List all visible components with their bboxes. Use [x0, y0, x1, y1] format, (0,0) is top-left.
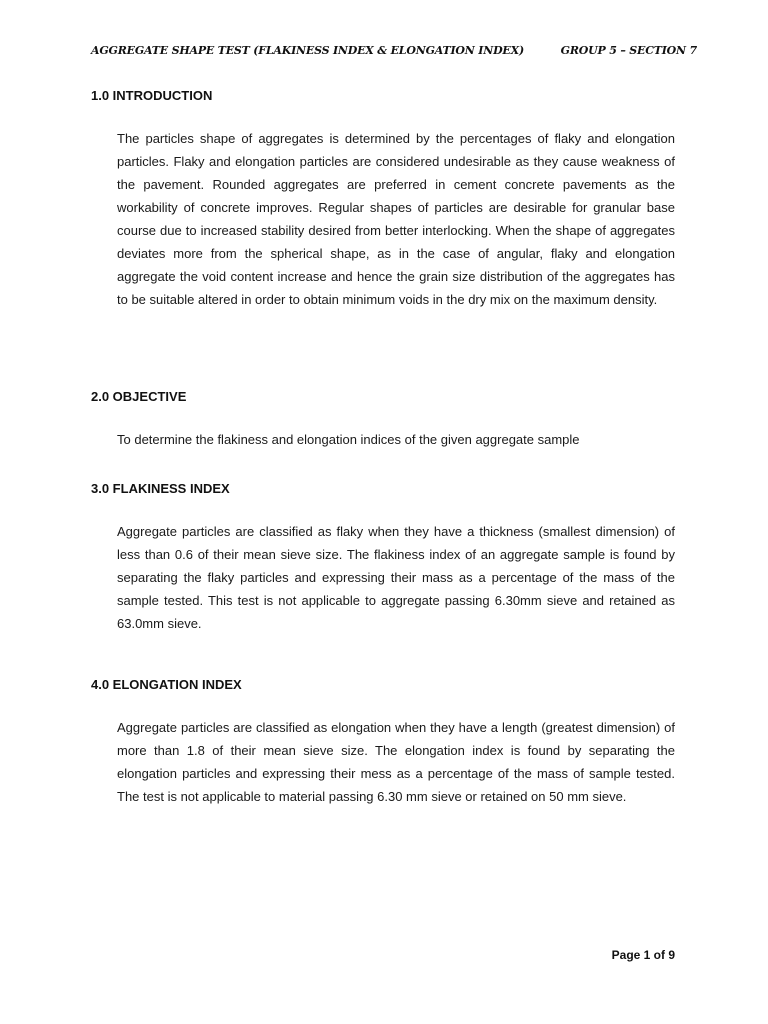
header-group-section: GROUP 5 – SECTION 7 — [560, 44, 697, 57]
section-flakiness-index — [91, 481, 675, 635]
section-heading-objective: 2.0 OBJECTIVE — [91, 389, 187, 404]
section-body-objective: To determine the flakiness and elongation indices of the given aggregate sample — [117, 432, 580, 447]
page-number: Page 1 of 9 — [611, 948, 675, 962]
section-introduction — [91, 88, 675, 311]
section-heading-introduction: 1.0 INTRODUCTION — [91, 88, 213, 103]
header-title: AGGREGATE SHAPE TEST (FLAKINESS INDEX & ELONGATION INDEX) — [91, 44, 524, 57]
section-body-elongation-index: Aggregate particles are classified as elongation when they have a length (greatest dimension) of more than 1.8 of their mean sieve size. The elongation index is found by separating the elongation particles and expressing their mess as a percentage of the mass of sample tested. The test is not applicable to material passing 6.30 mm sieve or retained on 50 mm sieve. — [117, 720, 675, 804]
section-heading-elongation-index: 4.0 ELONGATION INDEX — [91, 677, 242, 692]
page-header — [91, 44, 697, 60]
section-body-flakiness-index: Aggregate particles are classified as flaky when they have a thickness (smallest dimension) of less than 0.6 of their mean sieve size. The flakiness index of an aggregate sample is found by separating the flaky particles and expressing their mass as a percentage of the mass of the sample tested. This test is not applicable to aggregate passing 6.30mm sieve and retained as 63.0mm sieve. — [117, 524, 675, 631]
section-body-introduction: The particles shape of aggregates is determined by the percentages of flaky and elongation particles. Flaky and elongation particles are considered undesirable as they cause weakness of the pavement. Rounded aggregates are preferred in cement concrete pavements as the workability of concrete improves. Regular shapes of particles are desirable for granular base course due to increased stability desired from better interlocking. When the shape of aggregates deviates more from the spherical shape, as in the case of angular, flaky and elongation aggregate the void content increase and hence the grain size distribution of the aggregates has to be suitable altered in order to obtain minimum voids in the dry mix on the maximum density. — [117, 131, 675, 307]
section-elongation-index — [91, 677, 675, 808]
section-heading-flakiness-index: 3.0 FLAKINESS INDEX — [91, 481, 230, 496]
section-objective — [91, 389, 675, 451]
